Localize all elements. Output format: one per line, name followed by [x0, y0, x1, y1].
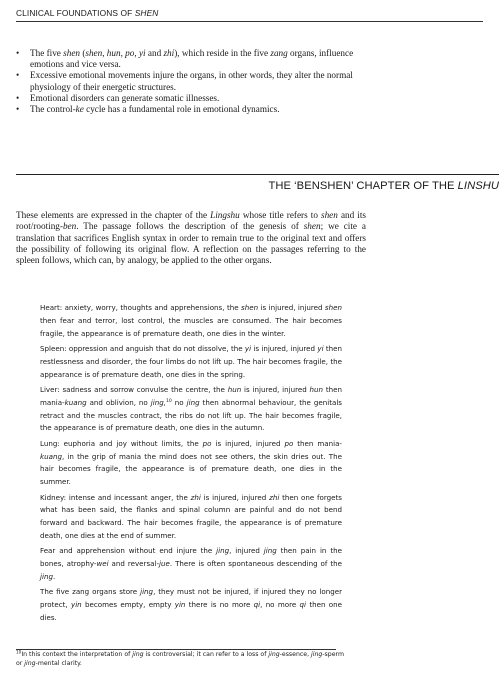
- section-title-text: THE ‘BENSHEN’ CHAPTER OF THE: [268, 180, 458, 192]
- italic-term: shen, hun, po, yi: [85, 48, 146, 58]
- italic-term: qi: [253, 600, 261, 610]
- italic-term: jing: [216, 546, 230, 556]
- italic-term: po: [284, 438, 294, 448]
- footnote-marker: 10: [165, 398, 172, 404]
- italic-term: yi: [244, 343, 252, 353]
- summary-bullet-list: [16, 48, 366, 115]
- italic-term: kuang: [64, 397, 87, 407]
- italic-term: shen: [63, 48, 81, 58]
- italic-term: yi: [317, 343, 324, 353]
- running-head: [16, 8, 483, 22]
- quote-paragraph-zang: The five zang organs store jing, they must not be injured, if injured they no longer protect, yin becomes empty, empty yin there is no more qi, no more qi then one dies.: [40, 587, 343, 622]
- quote-paragraph-liver: Liver: sadness and sorrow convulse the centre, the hun is injured, injured hun then mania-kuang and oblivion, no jing,$^{10}$ no jing then abnormal behaviour, the genitals retract and the muscles contract, the ribs do not lift up. The hair becomes fragile, the appearance is of premature death, one dies in the autumn.: [40, 384, 342, 433]
- italic-term: jing: [24, 659, 36, 667]
- italic-term: zhi: [190, 492, 201, 502]
- footnote-marker: 10: [16, 649, 22, 655]
- quote-paragraph-kidney: Kidney: intense and incessant anger, the zhi is injured, injured zhi then one forgets what has been said, the flanks and spinal column are painful and do not bend forward and backward. The hair becomes fragile, the appearance is of premature death, one dies at the end of summer.: [40, 492, 343, 540]
- italic-term: kuang: [40, 451, 62, 461]
- italic-term: zhi: [269, 492, 280, 502]
- italic-term: Lingshu: [210, 210, 240, 220]
- running-head-text: CLINICAL FOUNDATIONS OF: [16, 8, 135, 18]
- footnote: $^{10}$In this context the interpretation of jing is controversial; it can refer to a loss of jing-essence, jing-sperm or jing-mental clarity.: [16, 649, 344, 667]
- bullet-item: • The control-ke cycle has a fundamental role in emotional dynamics.: [16, 104, 366, 115]
- italic-term: po: [202, 438, 212, 448]
- italic-term: hun: [309, 384, 324, 394]
- footnote-divider: [16, 649, 336, 650]
- italic-term: hun: [227, 384, 242, 394]
- running-head-emphasis: SHEN: [134, 8, 159, 18]
- italic-term: yin: [71, 600, 82, 610]
- bullet-item: • The five shen (shen, hun, po, yi and zhi), which reside in the five zang organs, influence emotions and vice versa.: [16, 48, 366, 70]
- italic-term: jue: [159, 559, 170, 569]
- italic-term: qi: [299, 600, 307, 610]
- quote-paragraph-fear: Fear and apprehension without end injure the jing, injured jing then pain in the bones, atrophy-wei and reversal-jue. There is often spontaneous descending of the jing.: [40, 546, 342, 581]
- italic-term: zang: [270, 48, 288, 58]
- italic-term: shen: [321, 210, 338, 220]
- italic-term: jing: [132, 651, 144, 658]
- block-quote: [40, 302, 342, 627]
- italic-term: zhi: [163, 48, 175, 58]
- italic-term: shen: [241, 303, 259, 312]
- bullet-item: • Excessive emotional movements injure the organs, in other words, they alter the normal physiology of their energetic structures.: [16, 70, 366, 92]
- intro-paragraph: These elements are expressed in the chapter of the Lingshu whose title refers to shen and its root/rooting-ben. The passage follows the description of the genesis of shen; we cite a translation that sacrifices English syntax in order to remain true to the original text and offers the possibility of following its original flow. A reflection on the passages referring to the spleen follows, which can, by analogy, be applied to the other organs.: [16, 210, 366, 266]
- quote-paragraph-spleen: Spleen: oppression and anguish that do not dissolve, the yi is injured, injured yi then restlessness and disorder, the four limbs do not lift up. The hair becomes fragile, the appearance is of premature death, one dies in the spring.: [40, 343, 342, 379]
- section-divider: [16, 174, 499, 175]
- italic-term: jing: [40, 571, 53, 581]
- italic-term: shen: [303, 221, 321, 232]
- bullet-item: • Emotional disorders can generate somatic illnesses.: [16, 93, 366, 104]
- quote-paragraph-heart: Heart: anxiety, worry, thoughts and apprehensions, the shen is injured, injured shen then fear and terror, lost control, the muscles are consumed. The hair becomes fragile, the appearance is of premature death, one dies in the winter.: [40, 303, 342, 338]
- italic-term: shen: [324, 303, 342, 312]
- italic-term: ben: [62, 221, 77, 232]
- italic-term: yin: [174, 600, 186, 610]
- italic-term: jing: [186, 397, 200, 407]
- italic-term: jing: [263, 546, 277, 556]
- quote-paragraph-lung: Lung: euphoria and joy without limits, the po is injured, injured po then mania-kuang, in the grip of mania the mind does not see others, the skin dries out. The hair becomes fragile, the appearance is of premature death, one dies in the summer.: [40, 438, 342, 487]
- italic-term: jing: [311, 651, 323, 658]
- italic-term: jing: [140, 587, 154, 597]
- section-title-emphasis: LINSHU: [457, 180, 499, 192]
- section-title: [268, 180, 499, 192]
- italic-term: wei: [96, 559, 109, 569]
- italic-term: jing,: [150, 397, 166, 407]
- italic-term: ke: [75, 104, 84, 115]
- italic-term: jing: [268, 651, 280, 658]
